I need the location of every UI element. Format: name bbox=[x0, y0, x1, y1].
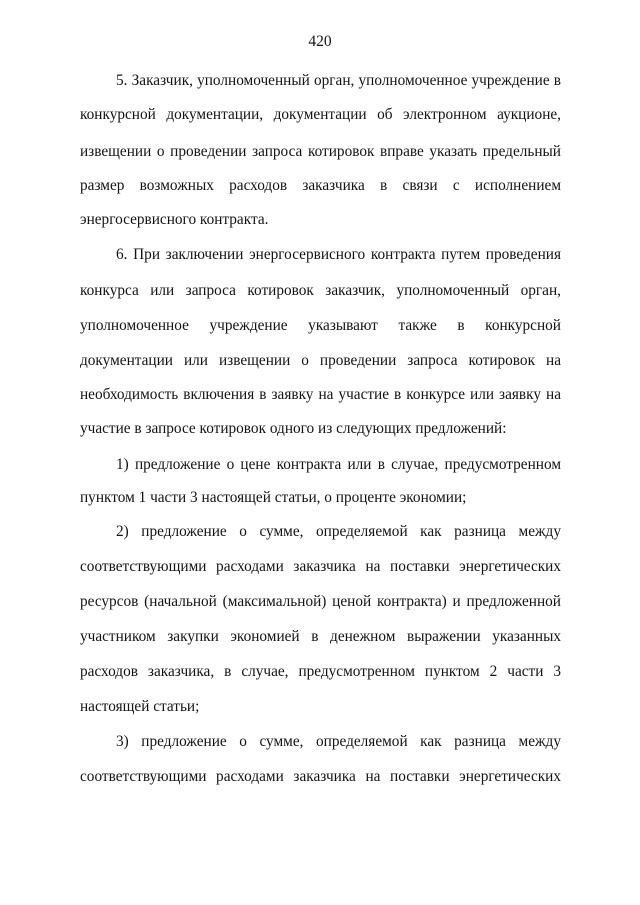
text-line: энергосервисного контракта. bbox=[80, 211, 269, 228]
text-line: участником закупки экономией в денежном выражении указанных bbox=[80, 628, 561, 645]
text-line: 1) предложение о цене контракта или в случае, предусмотренном bbox=[116, 456, 561, 473]
text-line: размер возможных расходов заказчика в связи с исполнением bbox=[80, 177, 561, 194]
text-line: ресурсов (начальной (максимальной) ценой контракта) и предложенной bbox=[80, 593, 561, 610]
text-line: пунктом 1 части 3 настоящей статьи, о проценте экономии; bbox=[80, 489, 467, 506]
text-line: документации или извещении о проведении запроса котировок на bbox=[80, 352, 561, 369]
text-line: конкурса или запроса котировок заказчик, уполномоченный орган, bbox=[80, 282, 561, 299]
text-line: необходимость включения в заявку на участие в конкурсе или заявку на bbox=[80, 386, 561, 403]
text-line: участие в запросе котировок одного из следующих предложений: bbox=[80, 420, 507, 437]
text-line: уполномоченное учреждение указывают также в конкурсной bbox=[80, 317, 561, 334]
text-line: конкурсной документации, документации об электронном аукционе, bbox=[80, 106, 561, 123]
text-line: извещении о проведении запроса котировок вправе указать предельный bbox=[80, 143, 561, 160]
text-line: 3) предложение о сумме, определяемой как разница между bbox=[116, 733, 561, 750]
text-line: соответствующими расходами заказчика на поставки энергетических bbox=[80, 558, 561, 575]
text-line: соответствующими расходами заказчика на поставки энергетических bbox=[80, 768, 561, 785]
text-line: расходов заказчика, в случае, предусмотренном пунктом 2 части 3 bbox=[80, 663, 561, 680]
text-line: 5. Заказчик, уполномоченный орган, уполномоченное учреждение в bbox=[116, 72, 561, 89]
text-line: 6. При заключении энергосервисного контракта путем проведения bbox=[116, 246, 561, 263]
page-number: 420 bbox=[308, 33, 332, 50]
text-line: настоящей статьи; bbox=[80, 698, 200, 715]
text-line: 2) предложение о сумме, определяемой как разница между bbox=[116, 523, 561, 540]
